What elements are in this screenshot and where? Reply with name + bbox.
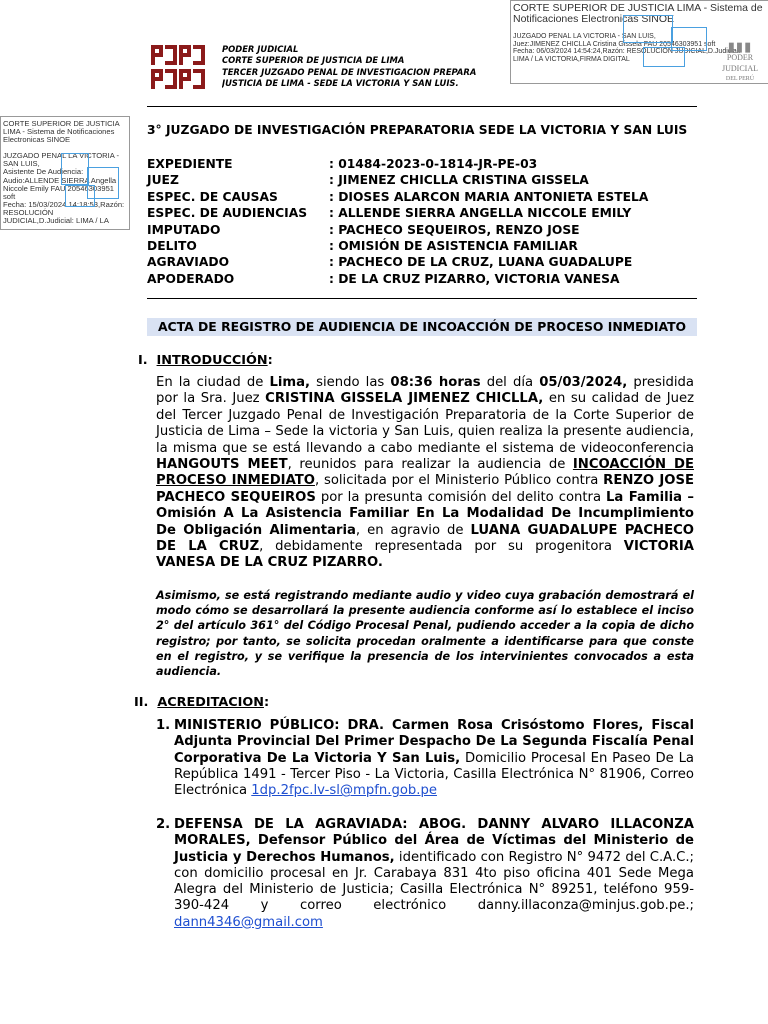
digital-signature-left (0, 116, 130, 230)
item-party: DEFENSA DE LA AGRAVIADA: ABOG. DANNY ALVARO ILLACONZA MORALES, Defensor Público del Área de Víctimas del Ministerio de Justicia y Derechos Humanos, (174, 817, 694, 865)
intro-platform: HANGOUTS MEET (156, 457, 288, 473)
stamp-frame (65, 185, 95, 207)
section-title: INTRODUCCIÓN (156, 353, 268, 368)
intro-text: , reunidos para realizar la audiencia de (287, 457, 573, 473)
case-field-label: EXPEDIENTE (147, 157, 233, 171)
section-introduccion-heading (138, 353, 273, 368)
intro-city: Lima, (269, 375, 311, 390)
sig-left-line: CORTE SUPERIOR DE JUSTICIA (3, 119, 120, 128)
intro-text: , solicitada por el Ministerio Público contra (314, 473, 604, 489)
section-number: I. (138, 353, 148, 368)
digital-signature-top (510, 0, 768, 84)
acta-title: ACTA DE REGISTRO DE AUDIENCIA DE INCOACCIÓN DE PROCESO INMEDIATO (147, 318, 697, 336)
case-field-value: : OMISIÓN DE ASISTENCIA FAMILIAR (329, 238, 578, 253)
intro-time: 08:36 horas (390, 375, 481, 390)
introduction-paragraph (156, 375, 694, 572)
section-title: ACREDITACION (157, 695, 264, 710)
intro-text: En la ciudad de (156, 375, 270, 390)
accreditation-item-defensa-agraviada (156, 817, 694, 931)
sig-left-line: JUDICIAL,D.Judicial: LIMA / LA (3, 216, 109, 226)
sig-left-line: Niccole Emily FAU 20546303951 (3, 183, 115, 193)
sig-left-line: Asistente De Audiencia: (3, 167, 84, 177)
intro-date: 05/03/2024, (539, 375, 628, 390)
item-number: 2. (156, 817, 171, 832)
case-field-value: : 01484-2023-0-1814-JR-PE-03 (329, 157, 538, 171)
intro-text: en su calidad de Juez del Tercer Juzgado Penal de Investigación Preparatoria de la Corte Superior de Justicia de Lima – Sede la victoria y San Luis, quien realiza la presente audiencia, la misma que se está llevando a cabo mediante el sistema de videoconferencia (156, 391, 694, 456)
header-line-3: TERCER JUZGADO PENAL DE INVESTIGACION PREPARA (222, 66, 477, 77)
stamp-frame (61, 153, 89, 185)
intro-text: siendo las (310, 375, 391, 390)
sig-left-line: JUZGADO PENAL LA VICTORIA - (3, 151, 120, 161)
sig-top-line-3: JUZGADO PENAL LA VICTORIA - SAN LUIS, (513, 33, 656, 40)
poder-judicial-seal (713, 41, 767, 84)
case-field-value: : PACHECO SEQUEIROS, RENZO JOSE (329, 222, 580, 237)
case-field-label: IMPUTADO (147, 222, 221, 237)
court-title: 3° JUZGADO DE INVESTIGACIÓN PREPARATORIA SEDE LA VICTORIA Y SAN LUIS (147, 123, 688, 137)
accreditation-item-ministerio-publico (156, 718, 694, 799)
header-line-4: JUSTICIA DE LIMA - SEDE LA VICTORIA Y SAN LUIS. (222, 77, 459, 88)
case-field-label: APODERADO (147, 271, 235, 286)
seal-icon: ▮▮▮ (727, 39, 753, 54)
document-header (222, 44, 512, 89)
sig-left-line: soft (3, 191, 16, 201)
recording-notice: Asimismo, se está registrando mediante audio y video cuya grabación demostrará el modo cómo se desarrollará la presente audiencia conforme así lo establece el inciso 2° del artículo 361° del Código Procesal Penal, pudiendo acceder a la copia de dicho registro; por tanto, se solicita procedan oralmente a identificarse para que conste en el registro, y se verifique la presencia de los intervinientes convocados a esta audiencia. (156, 589, 694, 679)
intro-representative: VICTORIA VANESA DE LA CRUZ PIZARRO. (156, 539, 694, 571)
intro-hearing-type: INCOACCIÓN DE PROCESO INMEDIATO (156, 457, 694, 489)
poder-judicial-logo (150, 43, 206, 91)
sig-left-line: Audio:ALLENDE SIERRA Angella (3, 175, 117, 185)
header-line-1: PODER JUDICIAL (222, 44, 299, 54)
case-field-label: DELITO (147, 238, 197, 253)
stamp-frame (623, 15, 673, 43)
item-number: 1. (156, 718, 171, 733)
sig-left-line: LIMA - Sistema de Notificaciones (3, 127, 115, 137)
case-field-label: AGRAVIADO (147, 255, 230, 270)
intro-accused: RENZO JOSE PACHECO SEQUEIROS (156, 473, 694, 505)
intro-text: , debidamente representada por su progenitora (259, 539, 624, 555)
sig-top-line-1: CORTE SUPERIOR DE JUSTICIA LIMA - Sistema de (513, 2, 763, 14)
case-field-value: : DIOSES ALARCON MARIA ANTONIETA ESTELA (329, 189, 649, 204)
case-divider (147, 298, 697, 299)
sig-top-line-4: Juez:JIMENEZ CHICLLA Cristina Gissela FAU 20546303951 soft (513, 40, 716, 48)
section-colon: : (267, 353, 273, 368)
sig-top-line-5: Fecha: 06/03/2024 14:54:24,Razón: RESOLUCIÓN JUDICIAL,D.Judicial: (513, 48, 741, 55)
intro-text: del día (480, 375, 540, 390)
intro-text: , en agravio de (355, 522, 471, 538)
email-link[interactable]: dann4346@gmail.com (174, 914, 323, 930)
sig-left-line: SAN LUIS, (3, 159, 40, 169)
case-field-value: : PACHECO DE LA CRUZ, LUANA GUADALUPE (329, 255, 633, 270)
item-party: MINISTERIO PÚBLICO: DRA. Carmen Rosa Crisóstomo Flores, Fiscal Adjunta Provincial Del Primer Despacho De La Segunda Fiscalía Penal Corporativa De La Victoria Y San Luis, (174, 718, 694, 766)
section-colon: : (263, 695, 270, 710)
intro-text: por la presunta comisión del delito contra (315, 489, 607, 505)
case-field-label: ESPEC. DE CAUSAS (147, 189, 278, 204)
sig-left-line: Fecha: 15/03/2024 14:18:53,Razón: (3, 199, 125, 209)
header-line-2: CORTE SUPERIOR DE JUSTICIA DE LIMA (222, 55, 405, 66)
case-field-label: ESPEC. DE AUDIENCIAS (147, 206, 308, 221)
item-details: identificado con Registro N° 9472 del C.A.C.; con domicilio procesal en Jr. Carabaya 831 4to piso oficina 401 Sede Mega Alegra del Ministerio de Justicia; Casilla Electrónica N° 89251, teléfono 959-390-424 y correo electrónico danny.illaconza@minjus.gob.pe.; (174, 849, 694, 914)
section-acreditacion-heading (134, 695, 269, 710)
seal-brand-sub: DEL PERÚ (725, 76, 755, 82)
seal-brand: PODER JUDICIAL (722, 53, 758, 73)
intro-text: presidida por la Sra. Juez (156, 375, 694, 407)
case-field-value: : ALLENDE SIERRA ANGELLA NICCOLE EMILY (329, 206, 632, 221)
intro-victim: LUANA GUADALUPE PACHECO DE LA CRUZ (156, 522, 694, 555)
intro-judge: CRISTINA GISSELA JIMENEZ CHICLLA, (265, 391, 544, 407)
email-link[interactable]: 1dp.2fpc.lv-sl@mpfn.gob.pe (251, 783, 437, 799)
sig-left-line: RESOLUCIÓN (3, 207, 54, 217)
case-field-value: : DE LA CRUZ PIZARRO, VICTORIA VANESA (329, 271, 620, 286)
stamp-frame (643, 47, 685, 67)
case-field-label: JUEZ (147, 173, 179, 188)
section-number: II. (134, 695, 149, 710)
item-details: Domicilio Procesal En Paseo De La República 1491 - Tercer Piso - La Victoria, Casilla Electrónica N° 81906, Correo Electrónica (174, 750, 694, 799)
sig-top-line-2: Notificaciones Electronicas SINOE (513, 13, 675, 25)
header-divider (147, 106, 697, 107)
intro-crime: La Familia – Omisión A La Asistencia Familiar En La Modalidad De Incumplimiento De Obligación Alimentaria (156, 489, 695, 538)
sig-top-line-6: LIMA / LA VICTORIA,FIRMA DIGITAL (513, 55, 630, 63)
sig-left-line: Electronicas SINOE (3, 135, 71, 145)
case-field-value: : JIMENEZ CHICLLA CRISTINA GISSELA (329, 173, 589, 188)
